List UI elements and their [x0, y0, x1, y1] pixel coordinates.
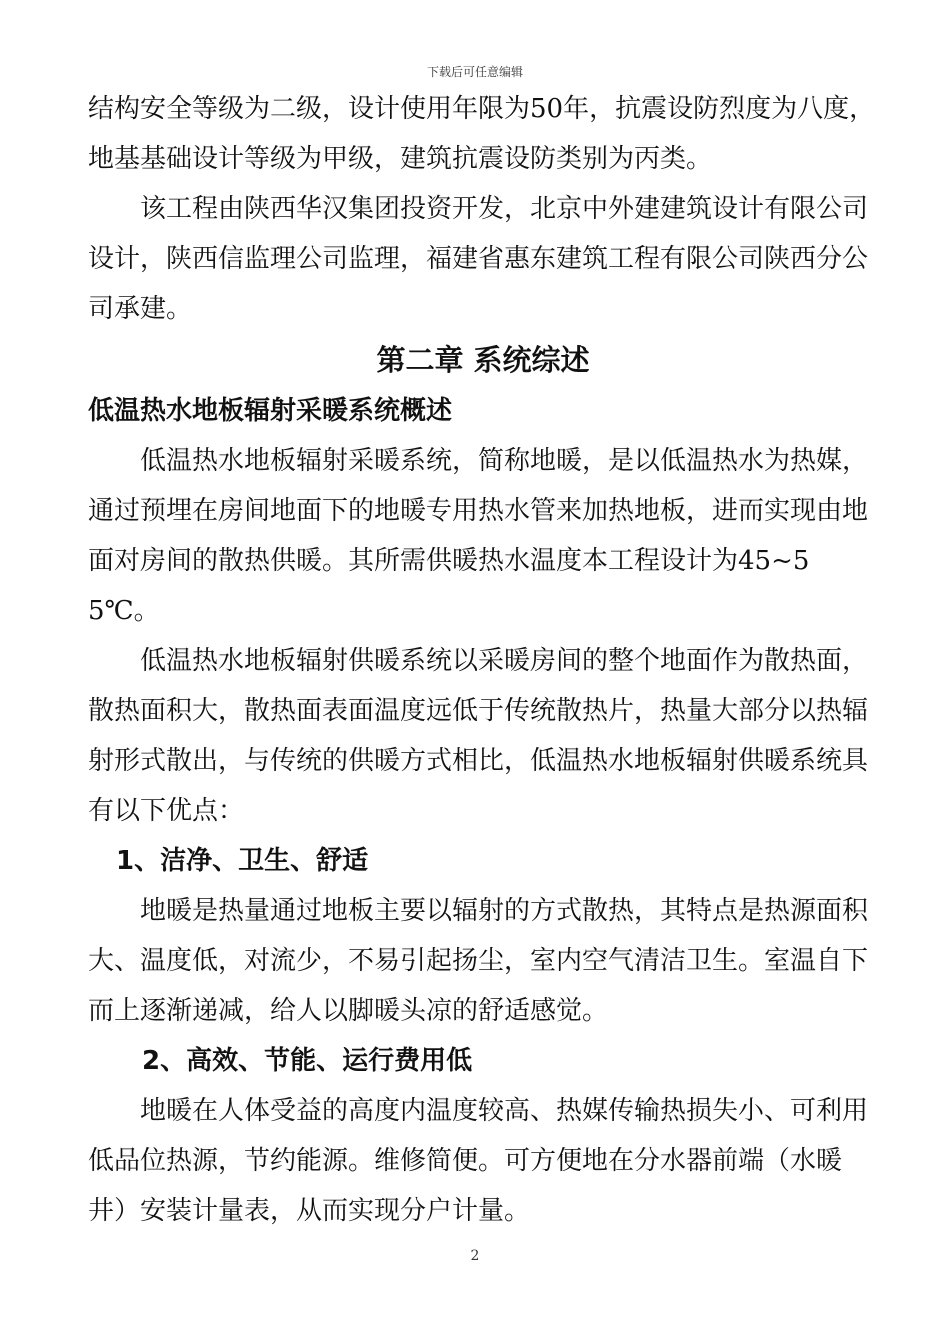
- paragraph-system-definition: 低温热水地板辐射采暖系统，简称地暖，是以低温热水为热媒，通过预埋在房间地面下的地暖专用热水管来加热地板，进而实现由地面对房间的散热供暖。其所需供暖热水温度本工程设计为45~55℃。: [88, 446, 869, 626]
- paragraph-clean-comfort: 地暖是热量通过地板主要以辐射的方式散热，其特点是热源面积大、温度低，对流少，不易引起扬尘，室内空气清洁卫生。室温自下而上逐渐递减，给人以脚暖头凉的舒适感觉。: [88, 896, 869, 1026]
- subsection-title-clean: 1、洁净、卫生、舒适: [116, 846, 369, 876]
- chapter-title: 第二章 系统综述: [376, 343, 590, 377]
- page-header: 下载后可任意编辑: [426, 65, 523, 79]
- paragraph-structure-safety: 结构安全等级为二级，设计使用年限为50年，抗震设防烈度为八度，地基基础设计等级为甲级，建筑抗震设防类别为丙类。: [88, 94, 876, 174]
- document-body: [88, 84, 878, 1236]
- section-title: 低温热水地板辐射采暖系统概述: [88, 396, 453, 426]
- paragraph-energy-saving: 地暖在人体受益的高度内温度较高、热媒传输热损失小、可利用低品位热源，节约能源。维修简便。可方便地在分水器前端（水暖井）安装计量表，从而实现分户计量。: [88, 1096, 869, 1226]
- paragraph-project-parties: 该工程由陕西华汉集团投资开发，北京中外建建筑设计有限公司设计，陕西信监理公司监理，福建省惠东建筑工程有限公司陕西分公司承建。: [88, 194, 869, 324]
- paragraph-system-advantages: 低温热水地板辐射供暖系统以采暖房间的整个地面作为散热面，散热面积大，散热面表面温度远低于传统散热片，热量大部分以热辐射形式散出，与传统的供暖方式相比，低温热水地板辐射供暖系统具有以下优点：: [88, 646, 869, 826]
- subsection-title-efficient: 2、高效、节能、运行费用低: [142, 1046, 473, 1076]
- page-number: 2: [470, 1248, 480, 1264]
